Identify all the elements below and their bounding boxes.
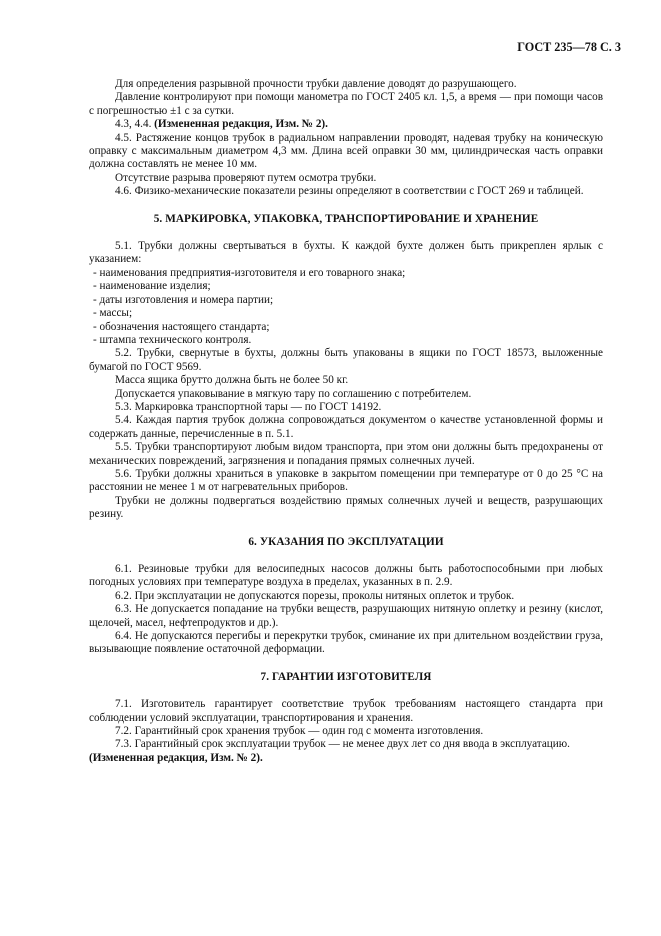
paragraph: 6.3. Не допускается попадание на трубки веществ, разрушающих нитяную оплетку и резину (кислот, щелочей, масел, нефтепродуктов и др.). (89, 603, 603, 629)
paragraph-amendment (89, 118, 603, 131)
page-content (89, 78, 603, 765)
paragraph: Масса ящика брутто должна быть не более 50 кг. (115, 374, 349, 387)
paragraph: 6.1. Резиновые трубки для велосипедных насосов должны быть работоспособными при любых погодных условиях при температуре воздуха в пределах, указанных в п. 2.9. (89, 563, 603, 589)
paragraph: 5.1. Трубки должны свертываться в бухты. К каждой бухте должен быть прикреплен ярлык с указанием: (89, 240, 603, 266)
section-heading-6: 6. УКАЗАНИЯ ПО ЭКСПЛУАТАЦИИ (248, 535, 444, 548)
paragraph: 5.5. Трубки транспортируют любым видом транспорта, при этом они должны быть предохранены от механических повреждений, загрязнения и попадания прямых солнечных лучей. (89, 441, 603, 467)
section-heading-7: 7. ГАРАНТИИ ИЗГОТОВИТЕЛЯ (260, 670, 432, 683)
list-item: - даты изготовления и номера партии; (93, 293, 274, 306)
paragraph: Допускается упаковывание в мягкую тару по соглашению с потребителем. (115, 387, 472, 400)
list-item: - наименования предприятия-изготовителя и его товарного знака; (93, 266, 406, 279)
list-item: - штампа технического контроля. (93, 333, 252, 346)
paragraph: 7.2. Гарантийный срок хранения трубок — один год с момента изготовления. (115, 725, 484, 738)
section-heading-5: 5. МАРКИРОВКА, УПАКОВКА, ТРАНСПОРТИРОВАНИЕ И ХРАНЕНИЕ (153, 212, 539, 225)
list-item: - обозначения настоящего стандарта; (93, 320, 270, 333)
paragraph: 6.2. При эксплуатации не допускаются порезы, проколы нитяных оплеток и трубок. (115, 589, 515, 602)
paragraph: Для определения разрывной прочности трубки давление доводят до разрушающего. (115, 78, 517, 90)
amendment-note: (Измененная редакция, Изм. № 2). (89, 751, 263, 764)
paragraph: 5.4. Каждая партия трубок должна сопровождаться документом о качестве установленной формы и содержать данные, перечисленные в п. 5.1. (89, 414, 603, 440)
list-item: - массы; (93, 307, 133, 320)
amendment-note: (Измененная редакция, Изм. № 2). (154, 118, 328, 131)
paragraph: 6.4. Не допускаются перегибы и перекрутки трубок, сминание их при длительном воздействии груза, вызывающие появление остаточной деформации. (89, 630, 603, 656)
paragraph: 7.1. Изготовитель гарантирует соответствие трубок требованиям настоящего стандарта при соблюдении условий эксплуатации, транспортирования и хранения. (89, 698, 603, 724)
paragraph: 5.2. Трубки, свернутые в бухты, должны быть упакованы в ящики по ГОСТ 18573, выложенные бумагой по ГОСТ 9569. (89, 347, 603, 373)
paragraph: 5.6. Трубки должны храниться в упаковке в закрытом помещении при температуре от 0 до 25 °С на расстоянии не менее 1 м от нагревательных приборов. (89, 467, 603, 494)
paragraph: 4.5. Растяжение концов трубок в радиальном направлении проводят, надевая трубку на коническую оправку с максимальным диаметром 4,3 мм. Длина всей оправки 30 мм, цилиндрическая часть оправки должна составлять не менее 10 мм. (89, 131, 603, 171)
page-header: ГОСТ 235—78 С. 3 (517, 40, 621, 54)
paragraph: Трубки не должны подвергаться воздействию прямых солнечных лучей и веществ, разрушающих резину. (89, 494, 603, 521)
paragraph: 7.3. Гарантийный срок эксплуатации трубок — не менее двух лет со дня ввода в эксплуатацию. (115, 738, 570, 751)
paragraph: Отсутствие разрыва проверяют путем осмотра трубки. (115, 171, 377, 184)
paragraph: 5.3. Маркировка транспортной тары — по ГОСТ 14192. (115, 400, 382, 413)
clause-number: 4.3, 4.4. (115, 118, 152, 131)
paragraph: 4.6. Физико-механические показатели резины определяют в соответствии с ГОСТ 269 и таблицей. (115, 185, 584, 198)
list-item: - наименование изделия; (93, 280, 211, 293)
paragraph: Давление контролируют при помощи манометра по ГОСТ 2405 кл. 1,5, а время — при помощи часов с погрешностью ±1 с за сутки. (89, 91, 603, 117)
